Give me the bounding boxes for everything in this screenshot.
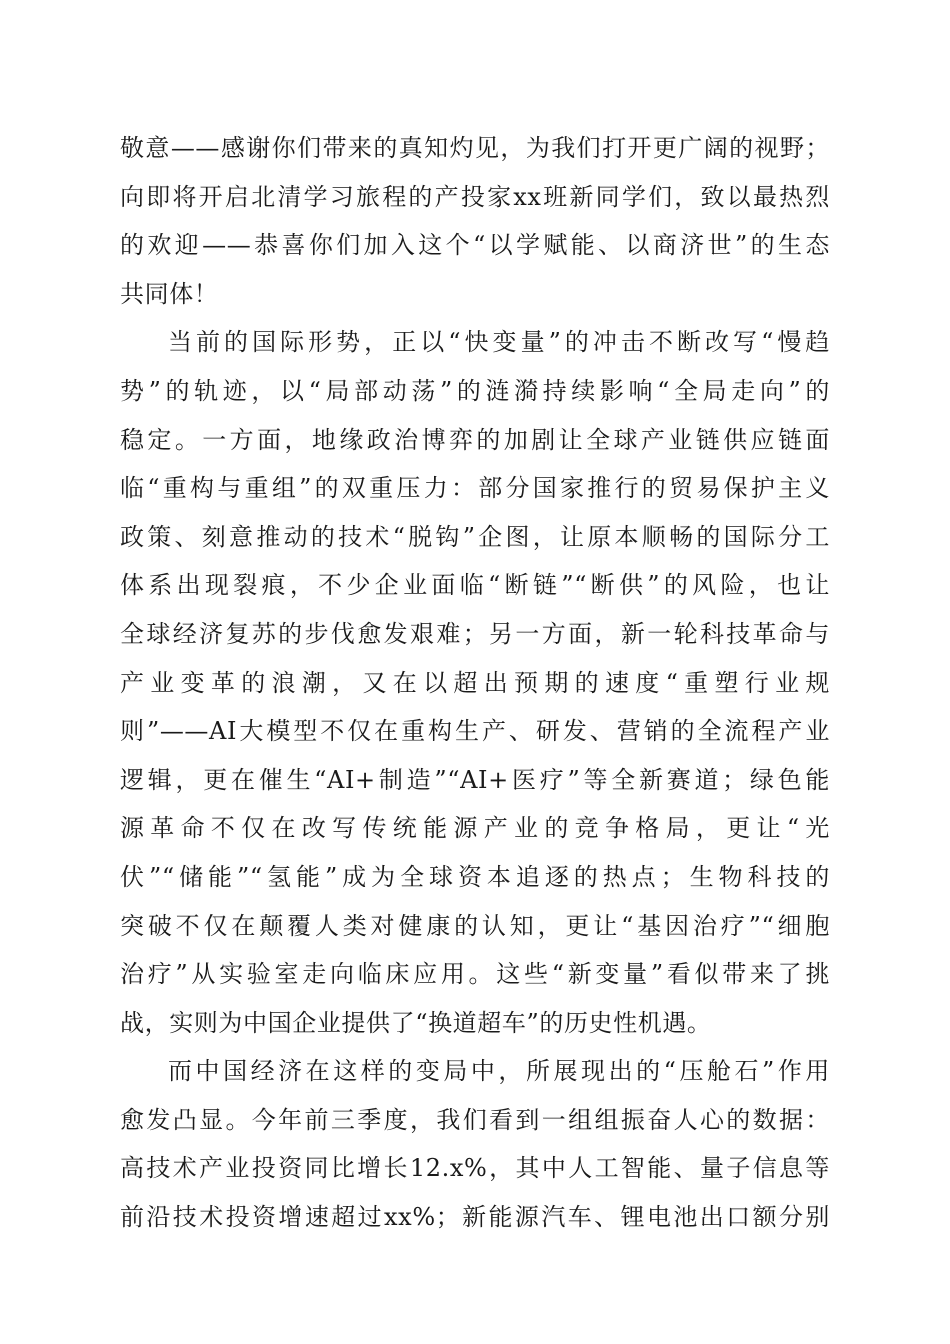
paragraph-line: 全球经济复苏的步伐愈发艰难；另一方面，新一轮科技革命与	[120, 619, 830, 648]
paragraph-line: 体系出现裂痕，不少企业面临“断链”“断供”的风险，也让	[120, 571, 830, 600]
paragraph-line: 而中国经济在这样的变局中，所展现出的“压舱石”作用	[168, 1057, 830, 1086]
paragraph-line: 突破不仅在颠覆人类对健康的认知，更让“基因治疗”“细胞	[120, 911, 830, 940]
paragraph-line: 治疗”从实验室走向临床应用。这些“新变量”看似带来了挑	[120, 960, 830, 989]
paragraph-line: 当前的国际形势，正以“快变量”的冲击不断改写“慢趋	[168, 328, 830, 357]
paragraph-line: 逻辑，更在催生“AI+制造”“AI+医疗”等全新赛道；绿色能	[120, 765, 830, 794]
paragraph-line: 的欢迎——恭喜你们加入这个“以学赋能、以商济世”的生态	[120, 231, 830, 260]
paragraph-line: 源革命不仅在改写传统能源产业的竞争格局，更让“光	[120, 814, 830, 843]
paragraph-line: 势”的轨迹，以“局部动荡”的涟漪持续影响“全局走向”的	[120, 376, 830, 405]
paragraph-line: 则”——AI大模型不仅在重构生产、研发、营销的全流程产业	[120, 717, 830, 746]
paragraph-line: 向即将开启北清学习旅程的产投家xx班新同学们，致以最热烈	[120, 182, 830, 211]
paragraph-line: 政策、刻意推动的技术“脱钩”企图，让原本顺畅的国际分工	[120, 522, 830, 551]
paragraph-line: 愈发凸显。今年前三季度，我们看到一组组振奋人心的数据：	[120, 1105, 830, 1134]
paragraph-line: 战，实则为中国企业提供了“换道超车”的历史性机遇。	[120, 1008, 712, 1037]
document-body	[120, 124, 830, 1242]
paragraph-line: 产业变革的浪潮，又在以超出预期的速度“重塑行业规	[120, 668, 830, 697]
paragraph-line: 共同体！	[120, 279, 219, 308]
paragraph-line: 伏”“储能”“氢能”成为全球资本追逐的热点；生物科技的	[120, 862, 830, 891]
paragraph-line: 高技术产业投资同比增长12.x%，其中人工智能、量子信息等	[120, 1154, 830, 1183]
paragraph-line: 稳定。一方面，地缘政治博弈的加剧让全球产业链供应链面	[120, 425, 830, 454]
paragraph-line: 临“重构与重组”的双重压力：部分国家推行的贸易保护主义	[120, 474, 830, 503]
paragraph-line: 前沿技术投资增速超过xx%；新能源汽车、锂电池出口额分别	[120, 1203, 830, 1232]
paragraph-line: 敬意——感谢你们带来的真知灼见，为我们打开更广阔的视野；	[120, 134, 830, 162]
